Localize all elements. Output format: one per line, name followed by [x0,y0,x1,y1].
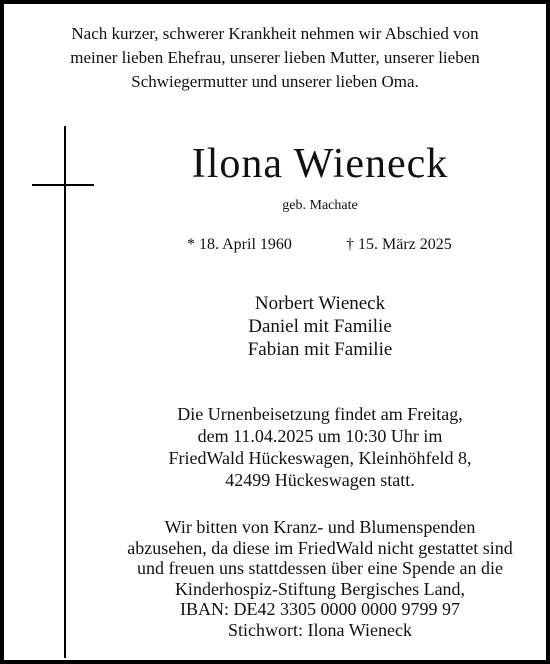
mourners-list [94,292,546,361]
death-date: † 15. März 2025 [346,236,452,253]
intro-text [4,22,546,94]
burial-info [94,403,546,491]
burial-line: 42499 Hückeswagen statt. [225,470,415,490]
burial-line: FriedWald Hückeswagen, Kleinhöhfeld 8, [168,448,472,468]
maiden-name: geb. Machate [282,198,358,213]
donation-line: und freuen uns stattdessen über eine Spende an die [137,558,503,578]
intro-line: Nach kurzer, schwerer Krankheit nehmen wir Abschied von [71,24,479,43]
deceased-name: Ilona Wieneck [191,141,449,187]
mourner: Fabian mit Familie [247,339,393,360]
cross-vertical-bar [64,126,66,658]
burial-line: dem 11.04.2025 um 10:30 Uhr im [197,426,443,446]
life-dates [4,235,546,257]
intro-line: meiner lieben Ehefrau, unserer lieben Mutter, unserer lieben [70,48,480,67]
mourner: Daniel mit Familie [248,316,392,337]
donation-line: abzusehen, da diese im FriedWald nicht gestattet sind [127,537,513,558]
donation-line: Wir bitten von Kranz- und Blumenspenden [164,517,476,537]
mourner: Norbert Wieneck [254,293,386,314]
intro-line: Schwiegermutter und unserer lieben Oma. [131,72,419,91]
burial-line: Die Urnenbeisetzung findet am Freitag, [177,404,463,424]
donation-line: IBAN: DE42 3305 0000 0000 9799 97 [180,599,460,619]
donation-line: Kinderhospiz-Stiftung Bergisches Land, [174,578,466,599]
donation-request [94,517,546,640]
birth-date: * 18. April 1960 [187,236,292,253]
cross-horizontal-bar [32,184,94,186]
donation-line: Stichwort: Ilona Wieneck [228,619,412,640]
